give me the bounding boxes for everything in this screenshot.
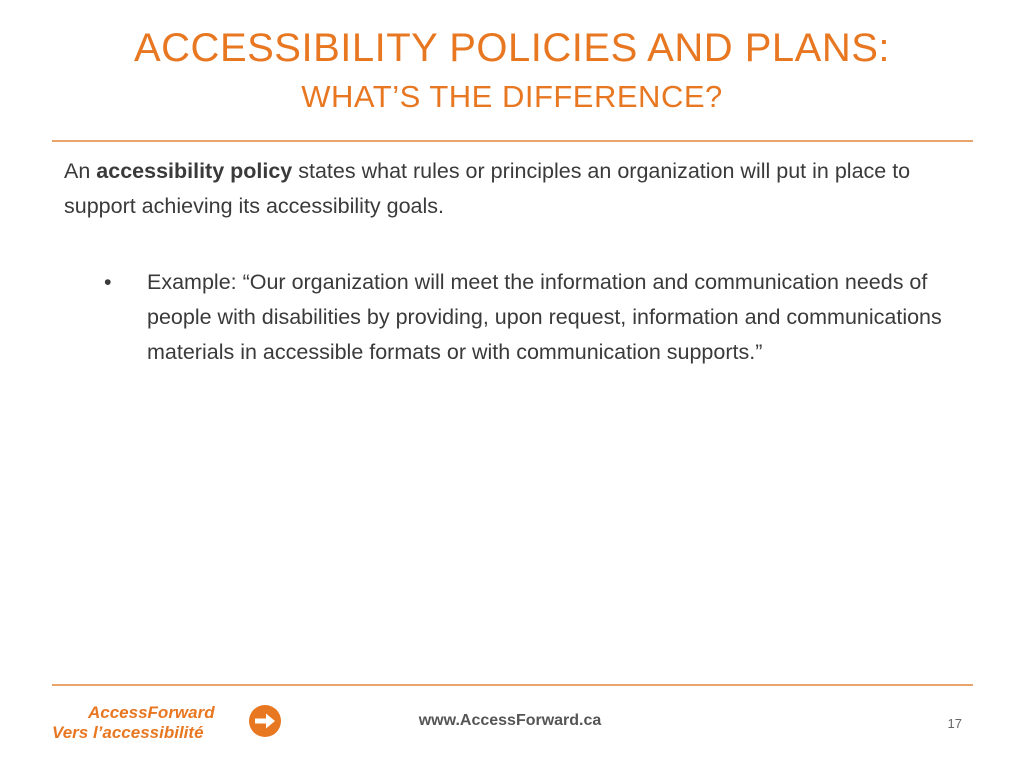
policy-definition-paragraph — [64, 154, 964, 224]
slide-title: ACCESSIBILITY POLICIES AND PLANS: — [133, 26, 891, 70]
bullet-marker: • — [104, 270, 112, 294]
accessforward-logo — [48, 700, 288, 748]
paragraph-rest: states what rules or principles an organization will put in place to support achieving its accessibility goals. — [64, 159, 911, 218]
logo-line-english: AccessForward — [88, 703, 215, 722]
bottom-divider — [52, 684, 973, 686]
page-number: 17 — [947, 716, 962, 731]
paragraph-term: accessibility policy — [96, 159, 293, 183]
footer-url: www.AccessForward.ca — [418, 712, 602, 729]
arrow-right-circle-icon — [248, 704, 282, 738]
slide-title-block — [52, 22, 972, 117]
bullet-text: Example: “Our organization will meet the information and communication needs of people with disabilities by providing, upon request, information and communications materials in accessible formats or with communication supports.” — [147, 270, 942, 364]
paragraph-lead: An — [64, 159, 97, 183]
top-divider — [52, 140, 973, 142]
slide-subtitle: WHAT’S THE DIFFERENCE? — [301, 79, 723, 114]
logo-line-french: Vers l’accessibilité — [52, 723, 204, 742]
